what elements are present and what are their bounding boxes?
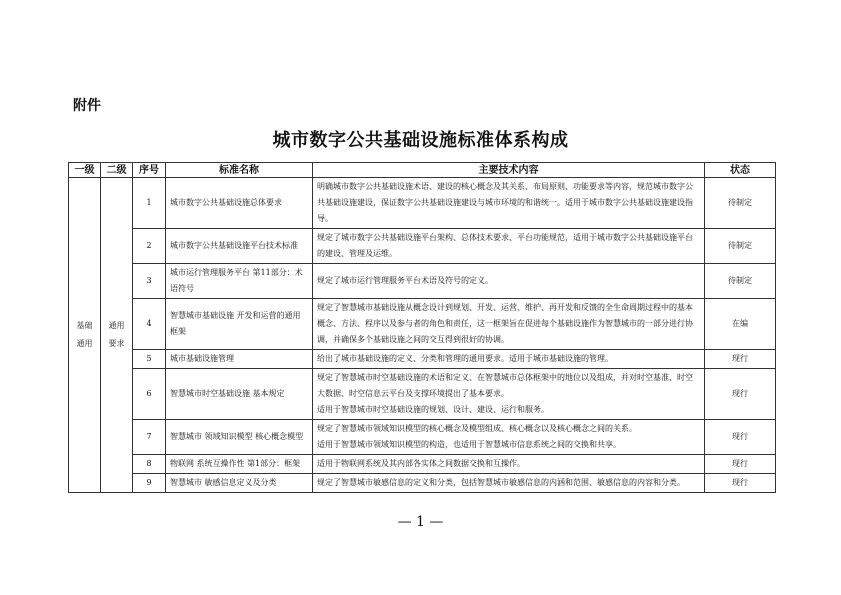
status-cell: 现行: [705, 455, 776, 474]
header-status: 状态: [705, 163, 776, 178]
standard-name-cell: 智慧城市 敏感信息定义及分类: [166, 474, 313, 493]
status-cell: 待制定: [705, 229, 776, 264]
main-content-cell: 规定了智慧城市敏感信息的定义和分类，包括智慧城市敏感信息的内涵和范围、敏感信息的内容和分类。: [313, 474, 705, 493]
status-cell: 现行: [705, 420, 776, 455]
status-cell: 现行: [705, 474, 776, 493]
table-row: [69, 420, 776, 455]
main-content-cell: 明确城市数字公共基础设施术语、建设的核心概念及其关系、布局原则、功能要求等内容，规范城市数字公共基础设施建设，保证数字公共基础设施建设与城市环境的和谐统一。适用于城市数字公共基础设施建设指导。: [313, 178, 705, 229]
serial-no-cell: 5: [133, 350, 166, 369]
table-row: [69, 474, 776, 493]
serial-no-cell: 8: [133, 455, 166, 474]
main-content-cell: 规定了智慧城市时空基础设施的术语和定义、在智慧城市总体框架中的地位以及组成，并对时空基准、时空大数据、时空信息云平台及支撑环境提出了基本要求。 适用于智慧城市时空基础设施的规划、设计、建设、运行和服务。: [313, 369, 705, 420]
header-serial-no: 序号: [133, 163, 166, 178]
standards-table: [68, 162, 776, 493]
main-content-cell: 规定了城市数字公共基础设施平台架构、总体技术要求、平台功能规范，适用于城市数字公共基础设施平台的建设、管理及运维。: [313, 229, 705, 264]
standard-name-cell: 物联网 系统互操作性 第1部分：框架: [166, 455, 313, 474]
status-cell: 现行: [705, 369, 776, 420]
table-row: [69, 350, 776, 369]
standard-name-cell: 城市数字公共基础设施总体要求: [166, 178, 313, 229]
table-row: [69, 264, 776, 299]
header-level1: 一级: [69, 163, 101, 178]
table-row: [69, 178, 776, 229]
standard-name-cell: 智慧城市基础设施 开发和运营的通用框架: [166, 299, 313, 350]
standard-name-cell: 智慧城市 领域知识模型 核心概念模型: [166, 420, 313, 455]
status-cell: 待制定: [705, 264, 776, 299]
main-content-cell: 给出了城市基础设施的定义、分类和管理的通用要求。适用于城市基础设施的管理。: [313, 350, 705, 369]
serial-no-cell: 3: [133, 264, 166, 299]
annex-label: 附件: [73, 98, 101, 114]
serial-no-cell: 1: [133, 178, 166, 229]
serial-no-cell: 9: [133, 474, 166, 493]
serial-no-cell: 2: [133, 229, 166, 264]
header-level2: 二级: [101, 163, 133, 178]
table-row: [69, 299, 776, 350]
table-row: [69, 369, 776, 420]
status-cell: 在编: [705, 299, 776, 350]
level2-cell: 通用 要求: [101, 178, 133, 493]
standard-name-cell: 智慧城市时空基础设施 基本规定: [166, 369, 313, 420]
table-header-row: [69, 163, 776, 178]
header-main-content: 主要技术内容: [313, 163, 705, 178]
table-row: [69, 229, 776, 264]
standard-name-cell: 城市运行管理服务平台 第11部分：术语符号: [166, 264, 313, 299]
main-content-cell: 规定了智慧城市领域知识模型的核心概念及模型组成、核心概念以及核心概念之间的关系。 适用于智慧城市领域知识模型的构造，也适用于智慧城市信息系统之间的交换和共享。: [313, 420, 705, 455]
main-content-cell: 适用于物联网系统及其内部各实体之间数据交换和互操作。: [313, 455, 705, 474]
document-title: 城市数字公共基础设施标准体系构成: [272, 130, 569, 151]
page-number: — 1 —: [397, 514, 444, 530]
serial-no-cell: 4: [133, 299, 166, 350]
status-cell: 待制定: [705, 178, 776, 229]
serial-no-cell: 7: [133, 420, 166, 455]
main-content-cell: 规定了城市运行管理服务平台术语及符号的定义。: [313, 264, 705, 299]
standard-name-cell: 城市数字公共基础设施平台技术标准: [166, 229, 313, 264]
table-row: [69, 455, 776, 474]
standard-name-cell: 城市基础设施管理: [166, 350, 313, 369]
serial-no-cell: 6: [133, 369, 166, 420]
status-cell: 现行: [705, 350, 776, 369]
header-standard-name: 标准名称: [166, 163, 313, 178]
level1-cell: 基础 通用: [69, 178, 101, 493]
main-content-cell: 规定了智慧城市基础设施从概念设计到规划、开发、运营、维护、再开发和反馈的全生命周期过程中的基本概念、方法、程序以及参与者的角色和责任，这一框架旨在促进每个基础设施作为智慧城市的一部分进行协调，并确保多个基础设施之间的交互得到很好的协调。: [313, 299, 705, 350]
